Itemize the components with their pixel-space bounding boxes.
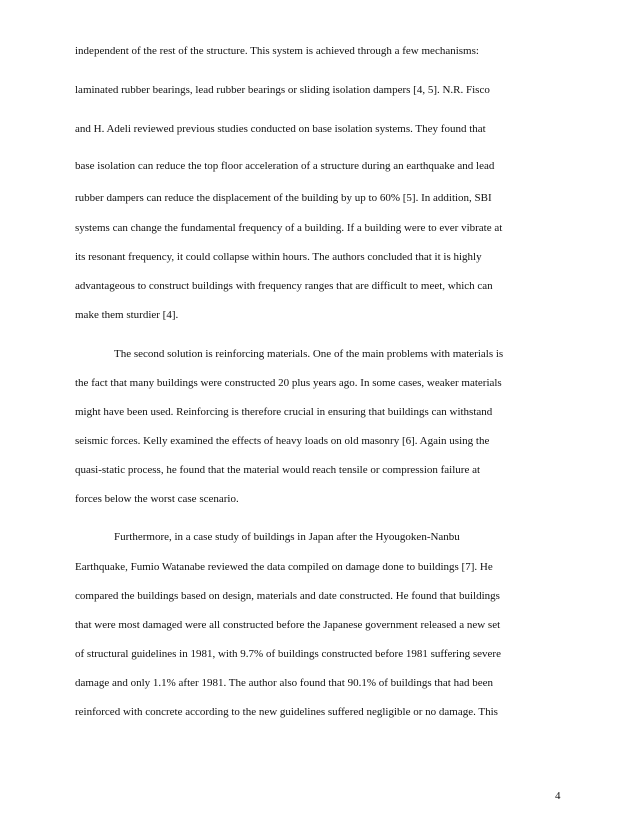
text-line: its resonant frequency, it could collapse within hours. The authors concluded that it is highly xyxy=(75,251,482,263)
text-line: and H. Adeli reviewed previous studies conducted on base isolation systems. They found that xyxy=(75,123,486,135)
text-line: Earthquake, Fumio Watanabe reviewed the data compiled on damage done to buildings [7]. He xyxy=(75,561,493,573)
text-line: rubber dampers can reduce the displacement of the building by up to 60% [5]. In addition, SBI xyxy=(75,192,492,204)
text-line: advantageous to construct buildings with frequency ranges that are difficult to meet, which can xyxy=(75,280,493,292)
text-line: Furthermore, in a case study of buildings in Japan after the Hyougoken-Nanbu xyxy=(114,531,460,543)
text-line: that were most damaged were all constructed before the Japanese government released a new set xyxy=(75,619,501,631)
text-line: The second solution is reinforcing materials. One of the main problems with materials is xyxy=(114,348,504,360)
text-line: make them sturdier [4]. xyxy=(75,309,179,321)
text-line: reinforced with concrete according to the new guidelines suffered negligible or no damage. This xyxy=(75,706,498,718)
text-line: compared the buildings based on design, materials and date constructed. He found that buildings xyxy=(75,590,500,602)
text-line: base isolation can reduce the top floor acceleration of a structure during an earthquake and lead xyxy=(75,160,495,172)
text-line: forces below the worst case scenario. xyxy=(75,493,239,505)
text-line: the fact that many buildings were constructed 20 plus years ago. In some cases, weaker materials xyxy=(75,377,502,389)
text-line: independent of the rest of the structure. This system is achieved through a few mechanisms: xyxy=(75,45,479,57)
text-line: quasi-static process, he found that the material would reach tensile or compression failure at xyxy=(75,464,481,476)
text-line: seismic forces. Kelly examined the effects of heavy loads on old masonry [6]. Again using the xyxy=(75,435,490,447)
text-line: of structural guidelines in 1981, with 9.7% of buildings constructed before 1981 suffering severe xyxy=(75,648,501,660)
text-line: systems can change the fundamental frequency of a building. If a building were to ever vibrate at xyxy=(75,222,503,234)
text-line: might have been used. Reinforcing is therefore crucial in ensuring that buildings can withstand xyxy=(75,406,493,418)
text-line: damage and only 1.1% after 1981. The author also found that 90.1% of buildings that had been xyxy=(75,677,493,689)
text-line: laminated rubber bearings, lead rubber bearings or sliding isolation dampers [4, 5]. N.R. Fisco xyxy=(75,84,490,96)
page-number: 4 xyxy=(555,790,561,802)
